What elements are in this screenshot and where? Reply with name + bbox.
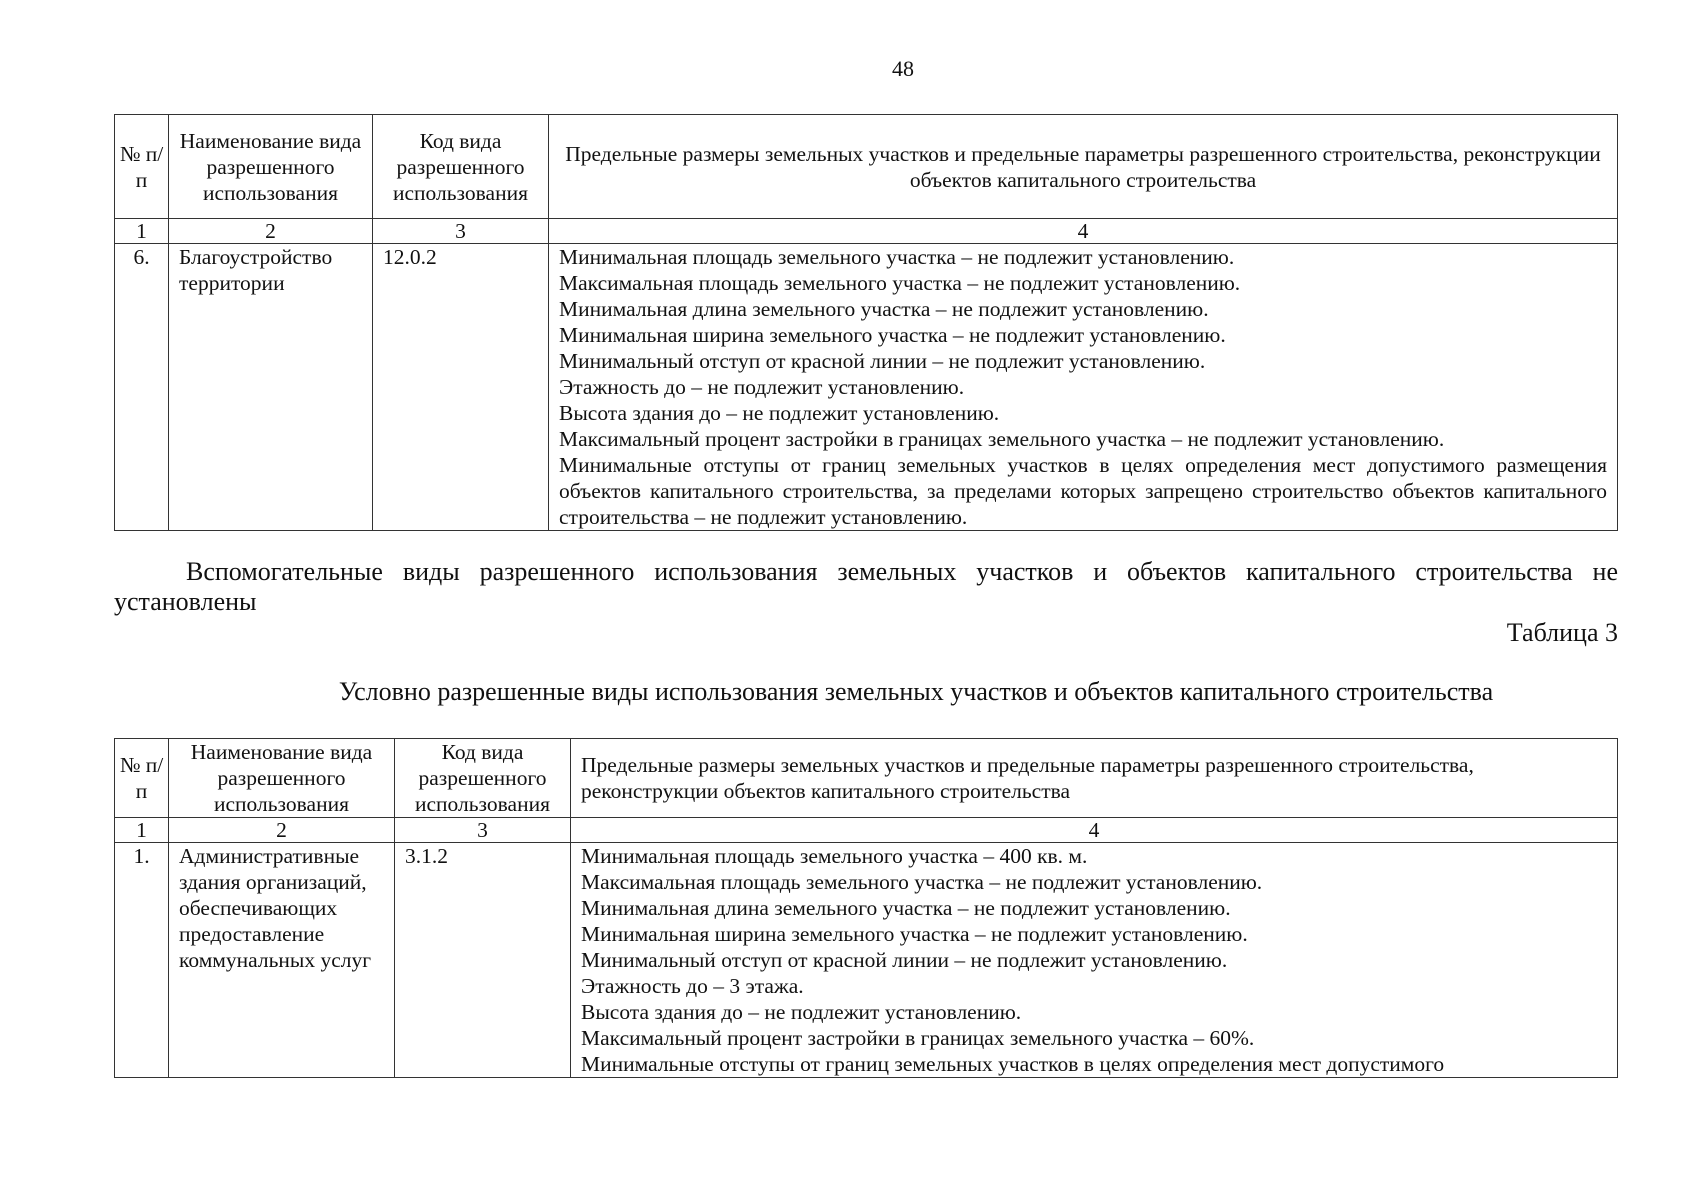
param-line: Минимальная длина земельного участка – не подлежит установлению. [581,896,1231,920]
page-number: 48 [892,56,914,81]
row-code: 3.1.2 [395,843,571,1078]
column-index-row [115,818,1618,843]
header-num: № п/п [115,115,169,219]
param-line: Максимальная площадь земельного участка – не подлежит установлению. [559,271,1241,295]
column-index: 2 [169,219,373,244]
header-params: Предельные размеры земельных участков и предельные параметры разрешенного строительства, реконструкции объектов капитального строительства [549,115,1618,219]
param-line: Минимальная площадь земельного участка – не подлежит установлению. [559,245,1235,269]
param-line: Минимальная ширина земельного участка – не подлежит установлению. [581,922,1248,946]
row-code: 12.0.2 [373,244,549,531]
header-code: Код вида разрешенного использования [395,739,571,818]
column-index: 3 [373,219,549,244]
row-name: Административные здания организаций, обеспечивающих предоставление коммунальных услуг [169,843,395,1078]
conditionally-permitted-uses-table [114,738,1618,1078]
header-num: № п/п [115,739,169,818]
row-num: 6. [115,244,169,531]
param-line: Максимальная площадь земельного участка – не подлежит установлению. [581,870,1263,894]
table-row [115,244,1618,531]
param-line: Минимальные отступы от границ земельных участков в целях определения мест допустимого [581,1052,1445,1076]
header-code: Код вида разрешенного использования [373,115,549,219]
header-params: Предельные размеры земельных участков и предельные параметры разрешенного строительства, реконструкции объектов капитального строительства [571,739,1618,818]
column-index: 1 [115,219,169,244]
table-row [115,843,1618,1078]
column-index-row [115,219,1618,244]
param-line: Минимальная ширина земельного участка – не подлежит установлению. [559,323,1226,347]
table-header-row [115,115,1618,219]
param-line: Максимальный процент застройки в границах земельного участка – не подлежит установлению. [559,427,1445,451]
column-index: 2 [169,818,395,843]
param-line: Максимальный процент застройки в границах земельного участка – 60%. [581,1026,1255,1050]
row-num: 1. [115,843,169,1078]
table-header-row [115,739,1618,818]
param-line: Минимальная площадь земельного участка – 400 кв. м. [581,844,1088,868]
param-line: Этажность до – 3 этажа. [581,974,804,998]
param-line: Минимальный отступ от красной линии – не подлежит установлению. [559,349,1206,373]
row-params [571,843,1618,1078]
header-name: Наименование вида разрешенного использования [169,115,373,219]
param-line: Минимальные отступы от границ земельных участков в целях определения мест допустимого размещения объектов капитального строительства, за пределами которых запрещено строительство объектов капитального строительства – не подлежит установлению. [559,453,1607,529]
param-line: Высота здания до – не подлежит установлению. [559,401,1000,425]
column-index: 4 [571,818,1618,843]
column-index: 1 [115,818,169,843]
main-permitted-uses-table [114,114,1618,531]
param-line: Минимальный отступ от красной линии – не подлежит установлению. [581,948,1228,972]
param-line: Высота здания до – не подлежит установлению. [581,1000,1022,1024]
param-line: Минимальная длина земельного участка – не подлежит установлению. [559,297,1209,321]
column-index: 4 [549,219,1618,244]
table-label: Таблица 3 [1506,618,1618,647]
table-title: Условно разрешенные виды использования земельных участков и объектов капитального строительства [338,677,1494,706]
auxiliary-uses-note: Вспомогательные виды разрешенного использования земельных участков и объектов капитального строительства не установлены [114,557,1618,616]
row-params [549,244,1618,531]
param-line: Этажность до – не подлежит установлению. [559,375,965,399]
column-index: 3 [395,818,571,843]
header-name: Наименование вида разрешенного использования [169,739,395,818]
row-name: Благоустройство территории [169,244,373,531]
